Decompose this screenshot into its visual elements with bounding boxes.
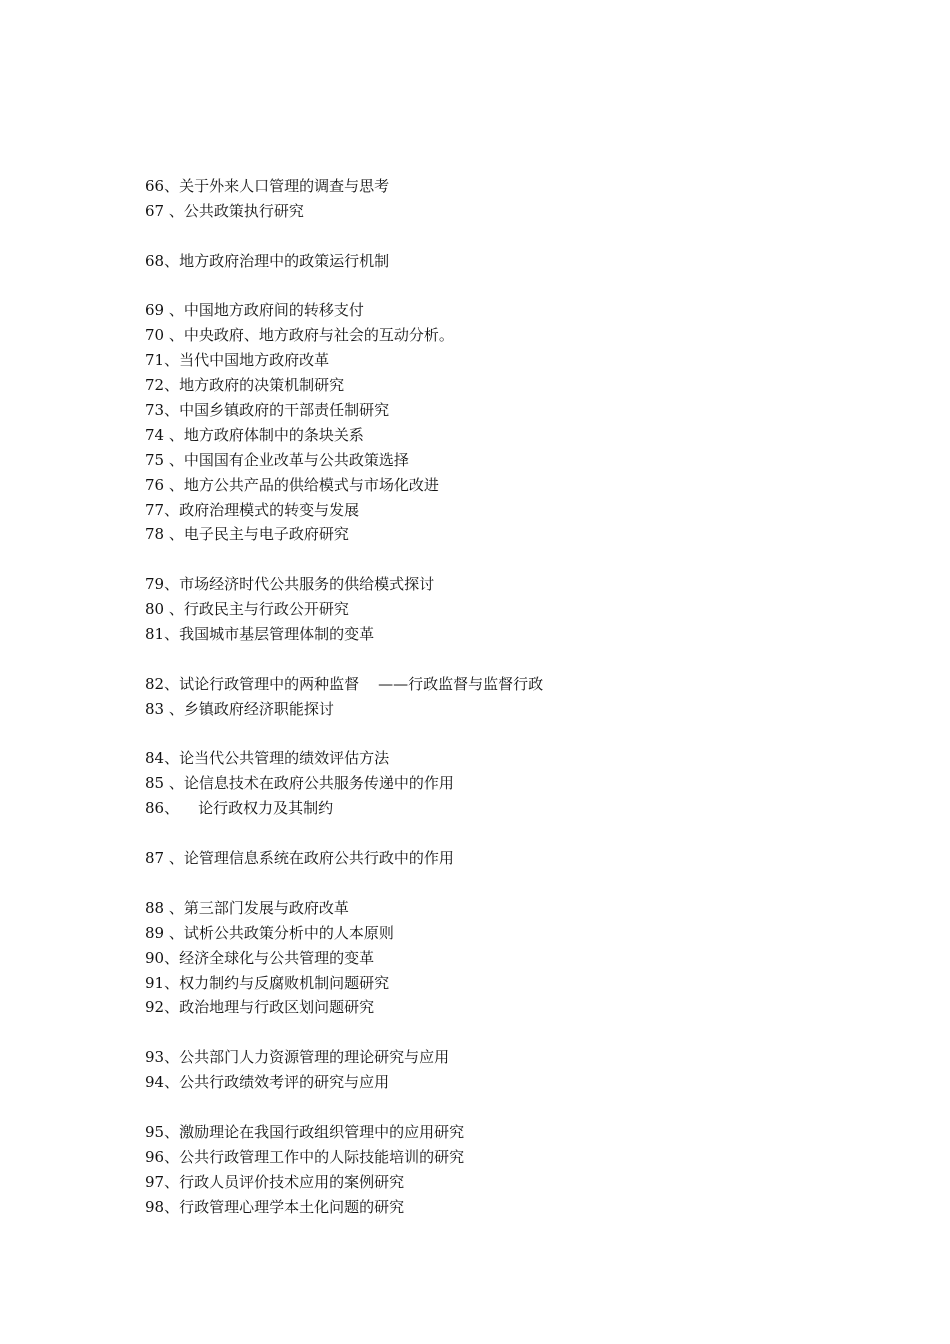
topic-item: 77、政府治理模式的转变与发展 bbox=[145, 500, 360, 519]
topic-item: 97、行政人员评价技术应用的案例研究 bbox=[145, 1172, 405, 1191]
topic-item: 79、市场经济时代公共服务的供给模式探讨 bbox=[145, 575, 435, 594]
topic-item: 98、行政管理心理学本土化问题的研究 bbox=[145, 1197, 405, 1216]
blank-line bbox=[145, 647, 845, 672]
topic-item: 94、公共行政绩效考评的研究与应用 bbox=[145, 1073, 390, 1092]
topic-item: 69 、中国地方政府间的转移支付 bbox=[145, 301, 364, 320]
topic-item: 70 、中央政府、地方政府与社会的互动分析。 bbox=[145, 326, 454, 345]
topic-item: 92、政治地理与行政区划问题研究 bbox=[145, 998, 375, 1017]
topic-item: 68、地方政府治理中的政策运行机制 bbox=[145, 251, 390, 270]
blank-line bbox=[145, 871, 845, 896]
topic-item: 91、权力制约与反腐败机制问题研究 bbox=[145, 973, 390, 992]
topic-item: 83 、乡镇政府经济职能探讨 bbox=[145, 699, 334, 718]
topic-item: 90、经济全球化与公共管理的变革 bbox=[145, 948, 375, 967]
topic-item: 84、论当代公共管理的绩效评估方法 bbox=[145, 749, 390, 768]
topic-list bbox=[145, 174, 845, 1219]
topic-item: 75 、中国国有企业改革与公共政策选择 bbox=[145, 450, 409, 469]
topic-item: 96、公共行政管理工作中的人际技能培训的研究 bbox=[145, 1147, 465, 1166]
topic-item: 72、地方政府的决策机制研究 bbox=[145, 376, 345, 395]
blank-line bbox=[145, 274, 845, 299]
topic-item: 85 、论信息技术在政府公共服务传递中的作用 bbox=[145, 774, 454, 793]
blank-line bbox=[145, 1095, 845, 1120]
topic-item: 89 、试析公共政策分析中的人本原则 bbox=[145, 923, 394, 942]
blank-line bbox=[145, 1020, 845, 1045]
blank-line bbox=[145, 547, 845, 572]
blank-line bbox=[145, 722, 845, 747]
topic-item: 66、关于外来人口管理的调查与思考 bbox=[145, 177, 390, 195]
topic-item: 78 、电子民主与电子政府研究 bbox=[145, 525, 349, 544]
topic-item: 86、 论行政权力及其制约 bbox=[145, 799, 334, 818]
topic-item: 82、试论行政管理中的两种监督 ——行政监督与监督行政 bbox=[145, 674, 544, 693]
blank-line bbox=[145, 224, 845, 249]
topic-item: 73、中国乡镇政府的干部责任制研究 bbox=[145, 401, 390, 420]
topic-item: 87 、论管理信息系统在政府公共行政中的作用 bbox=[145, 849, 454, 868]
topic-item: 81、我国城市基层管理体制的变革 bbox=[145, 625, 375, 644]
topic-item: 80 、行政民主与行政公开研究 bbox=[145, 600, 349, 619]
topic-item: 93、公共部门人力资源管理的理论研究与应用 bbox=[145, 1048, 450, 1067]
topic-item: 76 、地方公共产品的供给模式与市场化改进 bbox=[145, 475, 439, 494]
topic-item: 88 、第三部门发展与政府改革 bbox=[145, 898, 349, 917]
topic-item: 67 、公共政策执行研究 bbox=[145, 201, 304, 220]
topic-item: 74 、地方政府体制中的条块关系 bbox=[145, 425, 364, 444]
topic-item: 95、激励理论在我国行政组织管理中的应用研究 bbox=[145, 1122, 465, 1141]
blank-line bbox=[145, 821, 845, 846]
topic-item: 71、当代中国地方政府改革 bbox=[145, 351, 330, 370]
